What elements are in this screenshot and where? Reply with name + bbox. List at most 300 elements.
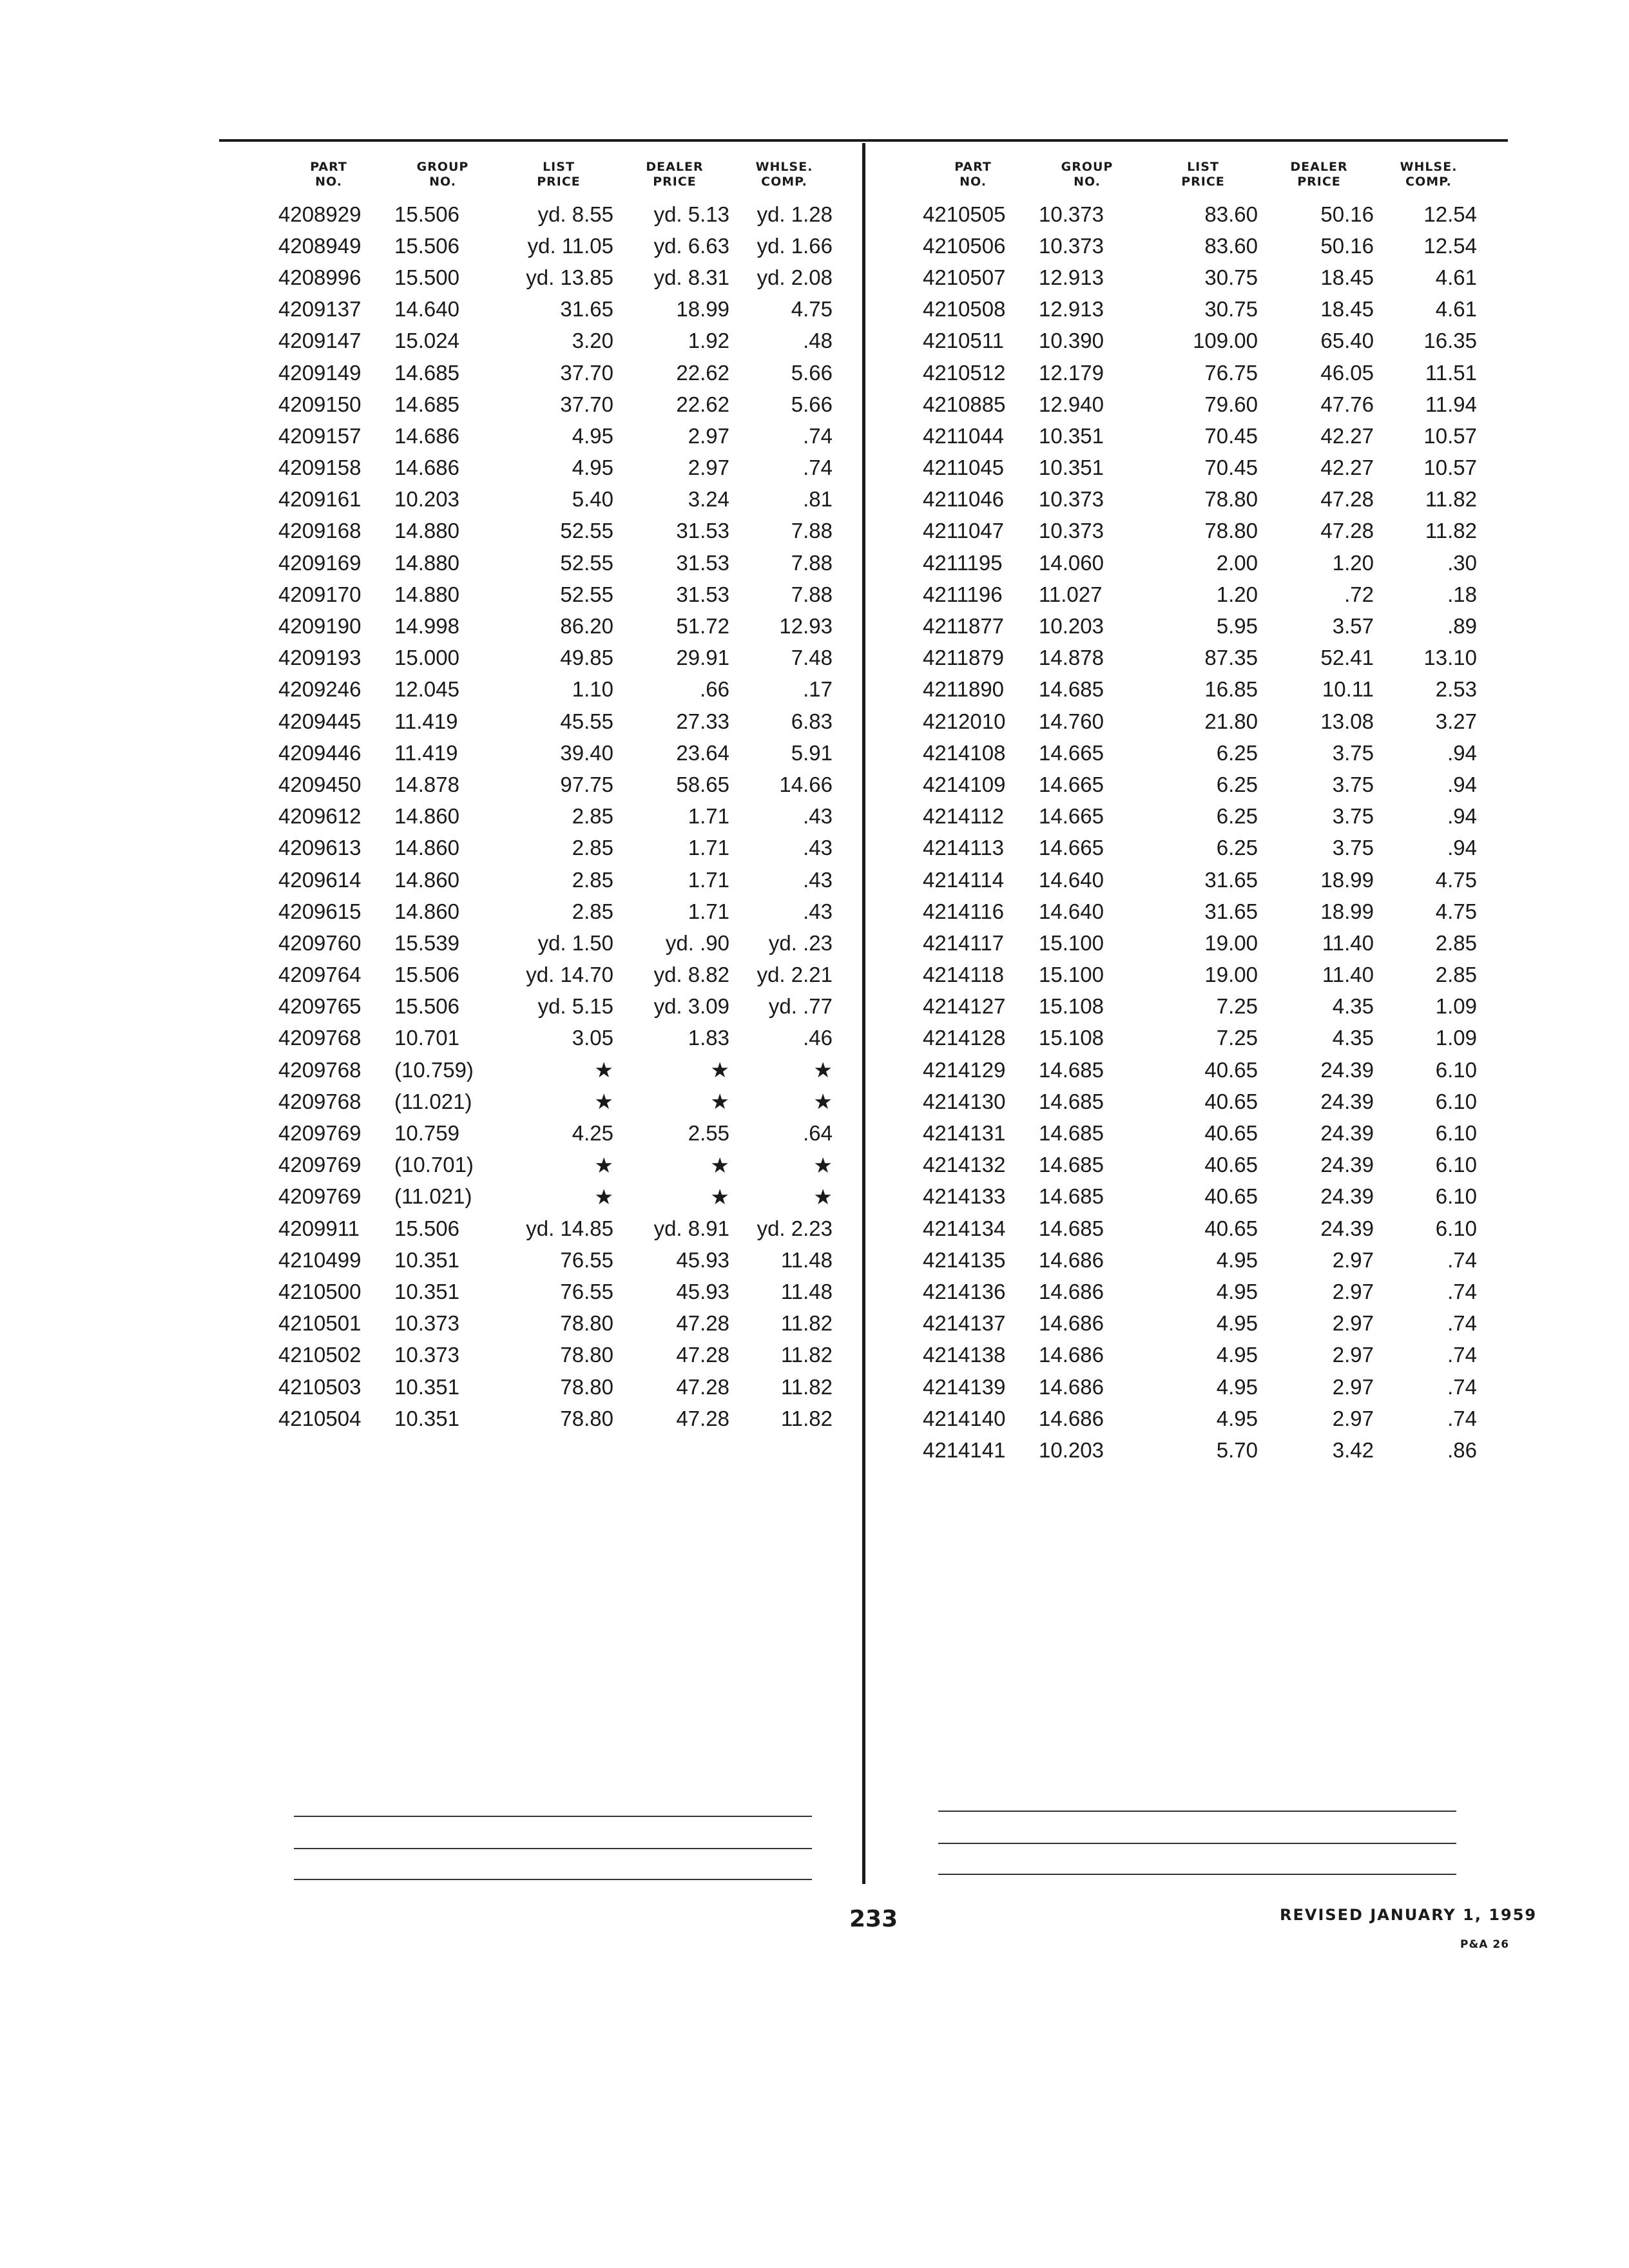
table-row — [920, 389, 1480, 420]
whlse-comp-cell: yd. 1.28 — [757, 202, 833, 226]
part-no-cell: 4209246 — [278, 677, 361, 702]
part-no-cell: 4209769 — [278, 1153, 361, 1177]
dealer-price-cell: ★ — [710, 1153, 729, 1177]
dealer-price-cell: 18.45 — [1320, 265, 1374, 289]
list-price-cell: 2.85 — [572, 804, 613, 829]
part-no-cell: 4211879 — [923, 646, 1005, 670]
group-no-cell: 14.665 — [1039, 836, 1104, 860]
whlse-comp-cell: 3.27 — [1435, 709, 1477, 733]
group-no-cell: 14.860 — [394, 804, 459, 829]
part-no-cell: 4209147 — [278, 329, 361, 353]
table-row — [920, 1403, 1480, 1434]
table-row — [920, 1308, 1480, 1340]
dealer-price-cell: 13.08 — [1320, 709, 1374, 733]
table-row — [276, 1086, 835, 1117]
list-price-cell: 40.65 — [1204, 1184, 1258, 1209]
whlse-comp-cell: 11.82 — [780, 1343, 833, 1367]
group-no-cell: 14.878 — [394, 772, 459, 796]
table-row — [276, 198, 835, 230]
list-price-cell: ★ — [594, 1184, 613, 1209]
list-price-cell: 5.95 — [1216, 614, 1258, 639]
table-row — [276, 991, 835, 1023]
dealer-price-cell: 2.97 — [688, 456, 729, 480]
group-no-cell: 10.390 — [1039, 329, 1104, 353]
table-row — [920, 737, 1480, 769]
whlse-comp-cell: .48 — [803, 329, 833, 353]
group-no-cell: 15.506 — [394, 963, 459, 987]
group-no-cell: 14.685 — [1039, 1216, 1104, 1240]
dealer-price-cell: 47.28 — [676, 1374, 729, 1399]
table-row — [920, 927, 1480, 959]
group-no-header: GROUP NO. — [416, 160, 469, 189]
part-no-cell: 4214140 — [923, 1406, 1006, 1430]
dealer-price-cell: 11.40 — [1322, 930, 1374, 955]
group-no-cell: 14.760 — [1039, 709, 1104, 733]
table-row — [276, 642, 835, 674]
whlse-comp-cell: .74 — [1447, 1374, 1477, 1399]
table-row — [276, 1340, 835, 1371]
part-no-cell: 4209765 — [278, 994, 361, 1019]
whlse-comp-cell: 11.94 — [1425, 392, 1477, 416]
dealer-price-cell: 24.39 — [1320, 1089, 1374, 1113]
list-price-cell: 2.00 — [1216, 550, 1258, 575]
whlse-comp-cell: .74 — [1447, 1247, 1477, 1272]
list-price-cell: 70.45 — [1204, 423, 1258, 448]
part-no-cell: 4214130 — [923, 1089, 1006, 1113]
part-no-header: PART NO. — [310, 160, 347, 189]
dealer-price-cell: 1.20 — [1332, 550, 1374, 575]
dealer-price-cell: 47.28 — [1320, 487, 1374, 512]
part-no-cell: 4211877 — [923, 614, 1005, 639]
part-no-cell: 4210507 — [923, 265, 1006, 289]
whlse-comp-cell: .74 — [803, 423, 833, 448]
part-no-cell: 4214134 — [923, 1216, 1006, 1240]
dealer-price-cell: 3.75 — [1332, 804, 1374, 829]
parts-table-left — [276, 160, 835, 1434]
list-price-cell: 19.00 — [1204, 930, 1258, 955]
whlse-comp-cell: .81 — [803, 487, 833, 512]
group-no-cell: 15.024 — [394, 329, 459, 353]
list-price-cell: yd. 11.05 — [527, 233, 613, 258]
group-no-cell: 10.373 — [1039, 202, 1104, 226]
part-no-cell: 4211044 — [923, 423, 1005, 448]
whlse-comp-cell: .74 — [803, 456, 833, 480]
dealer-price-cell: 10.11 — [1322, 677, 1374, 702]
dealer-price-cell: 3.24 — [688, 487, 729, 512]
list-price-cell: 4.95 — [572, 423, 613, 448]
list-price-cell: 7.25 — [1216, 1026, 1258, 1050]
whlse-comp-cell: .94 — [1447, 836, 1477, 860]
group-no-cell: 15.539 — [394, 930, 459, 955]
part-no-cell: 4210502 — [278, 1343, 361, 1367]
dealer-price-cell: ★ — [710, 1058, 729, 1082]
list-price-cell: 87.35 — [1204, 646, 1258, 670]
whlse-comp-cell: yd. 2.23 — [757, 1216, 833, 1240]
group-no-cell: 10.203 — [1039, 614, 1104, 639]
table-row — [276, 294, 835, 325]
group-no-cell: 15.000 — [394, 646, 459, 670]
dealer-price-cell: 22.62 — [676, 360, 729, 385]
part-no-cell: 4209614 — [278, 867, 361, 892]
list-price-cell: 6.25 — [1216, 804, 1258, 829]
list-price-cell: 70.45 — [1204, 456, 1258, 480]
list-price-cell: 40.65 — [1204, 1089, 1258, 1113]
whlse-comp-cell: .74 — [1447, 1406, 1477, 1430]
group-no-cell: 14.060 — [1039, 550, 1104, 575]
top-rule — [219, 139, 1508, 142]
dealer-price-cell: 24.39 — [1320, 1184, 1374, 1209]
dealer-price-cell: 29.91 — [676, 646, 729, 670]
table-row — [920, 230, 1480, 262]
table-row — [276, 1213, 835, 1244]
group-no-cell: 14.998 — [394, 614, 459, 639]
list-price-cell: 2.85 — [572, 836, 613, 860]
part-no-cell: 4209768 — [278, 1089, 361, 1113]
list-price-cell: 6.25 — [1216, 740, 1258, 765]
whlse-comp-cell: 6.10 — [1435, 1184, 1477, 1209]
table-row — [920, 1340, 1480, 1371]
table-row — [920, 674, 1480, 706]
group-no-cell: 14.665 — [1039, 772, 1104, 796]
table-row — [920, 1244, 1480, 1276]
dealer-price-cell: 1.71 — [688, 804, 729, 829]
note-line-left-3 — [294, 1879, 812, 1880]
group-no-cell: 10.351 — [394, 1247, 459, 1272]
table-row — [276, 1149, 835, 1181]
dealer-price-cell: 1.71 — [688, 836, 729, 860]
list-price-cell: ★ — [594, 1090, 613, 1114]
dealer-price-cell: 3.57 — [1332, 614, 1374, 639]
part-no-cell: 4214133 — [923, 1184, 1006, 1209]
right-rows — [920, 198, 1480, 1466]
list-price-cell: 4.25 — [572, 1121, 613, 1146]
dealer-price-cell: 2.97 — [1332, 1247, 1374, 1272]
part-no-cell: 4214127 — [923, 994, 1006, 1019]
part-no-cell: 4209768 — [278, 1057, 361, 1082]
dealer-price-cell: 31.53 — [676, 519, 729, 543]
whlse-comp-cell: 7.88 — [791, 550, 833, 575]
whlse-comp-cell: .18 — [1447, 582, 1477, 606]
part-no-cell: 4214108 — [923, 740, 1006, 765]
dealer-price-cell: 1.71 — [688, 899, 729, 923]
part-no-cell: 4214141 — [923, 1437, 1006, 1462]
part-no-cell: 4210885 — [923, 392, 1006, 416]
whlse-comp-cell: .43 — [803, 804, 833, 829]
group-no-cell: 14.640 — [394, 297, 459, 322]
list-price-cell: 78.80 — [560, 1311, 613, 1336]
group-no-cell: 14.686 — [1039, 1311, 1104, 1336]
part-no-cell: 4214135 — [923, 1247, 1006, 1272]
part-no-cell: 4209149 — [278, 360, 361, 385]
group-no-cell: 14.686 — [394, 423, 459, 448]
dealer-price-cell: yd. 8.31 — [653, 265, 729, 289]
group-no-cell: 14.878 — [1039, 646, 1104, 670]
column-divider — [862, 143, 865, 1884]
table-row — [276, 1276, 835, 1307]
whlse-comp-header: WHLSE. COMP. — [1400, 160, 1458, 189]
whlse-comp-cell: 11.48 — [780, 1279, 833, 1303]
table-row — [276, 1244, 835, 1276]
whlse-comp-cell: 13.10 — [1423, 646, 1477, 670]
group-no-header: GROUP NO. — [1061, 160, 1113, 189]
dealer-price-cell: 4.35 — [1332, 994, 1374, 1019]
table-row — [920, 579, 1480, 610]
dealer-price-header: DEALER PRICE — [646, 160, 704, 189]
dealer-price-cell: 1.92 — [688, 329, 729, 353]
part-no-cell: 4208996 — [278, 265, 361, 289]
whlse-comp-cell: .94 — [1447, 772, 1477, 796]
group-no-cell: 14.880 — [394, 519, 459, 543]
part-no-cell: 4209760 — [278, 930, 361, 955]
part-no-cell: 4214138 — [923, 1343, 1006, 1367]
table-row — [276, 389, 835, 420]
part-no-cell: 4212010 — [923, 709, 1006, 733]
group-no-cell: 10.701 — [394, 1026, 459, 1050]
table-row — [276, 896, 835, 927]
table-row — [276, 452, 835, 484]
whlse-comp-cell: .74 — [1447, 1279, 1477, 1303]
dealer-price-cell: 31.53 — [676, 582, 729, 606]
part-no-cell: 4209169 — [278, 550, 361, 575]
table-row — [276, 706, 835, 737]
group-no-cell: 15.506 — [394, 202, 459, 226]
whlse-comp-cell: 1.09 — [1435, 1026, 1477, 1050]
table-row — [920, 515, 1480, 547]
whlse-comp-cell: 4.61 — [1435, 265, 1477, 289]
dealer-price-cell: 47.28 — [1320, 519, 1374, 543]
table-row — [920, 801, 1480, 832]
table-row — [276, 1403, 835, 1434]
table-row — [920, 610, 1480, 642]
whlse-comp-cell: 2.85 — [1435, 963, 1477, 987]
whlse-comp-cell: yd. .23 — [768, 930, 833, 955]
dealer-price-cell: 18.99 — [1320, 867, 1374, 892]
note-line-left-2 — [294, 1848, 812, 1849]
part-no-cell: 4209615 — [278, 899, 361, 923]
whlse-comp-cell: 12.54 — [1423, 202, 1477, 226]
dealer-price-cell: 3.75 — [1332, 836, 1374, 860]
list-price-cell: 4.95 — [1216, 1406, 1258, 1430]
part-no-cell: 4210500 — [278, 1279, 361, 1303]
list-price-cell: 30.75 — [1204, 297, 1258, 322]
group-no-cell: (10.701) — [394, 1153, 474, 1177]
part-no-cell: 4214132 — [923, 1153, 1006, 1177]
group-no-cell: 11.419 — [394, 709, 458, 733]
table-row — [276, 1308, 835, 1340]
dealer-price-cell: 50.16 — [1320, 202, 1374, 226]
dealer-price-cell: .66 — [700, 677, 729, 702]
group-no-cell: 15.100 — [1039, 930, 1104, 955]
group-no-cell: (10.759) — [394, 1057, 474, 1082]
whlse-comp-cell: 1.09 — [1435, 994, 1477, 1019]
whlse-comp-cell: ★ — [813, 1184, 833, 1209]
table-row — [920, 357, 1480, 389]
group-no-cell: 15.500 — [394, 265, 459, 289]
dealer-price-cell: 18.99 — [676, 297, 729, 322]
group-no-cell: 10.373 — [1039, 487, 1104, 512]
table-row — [276, 230, 835, 262]
table-row — [276, 1023, 835, 1054]
group-no-cell: 10.351 — [1039, 423, 1104, 448]
table-row — [276, 420, 835, 452]
table-row — [276, 864, 835, 896]
table-row — [276, 547, 835, 579]
list-price-cell: 31.65 — [1204, 899, 1258, 923]
table-row — [920, 1181, 1480, 1213]
group-no-cell: (11.021) — [394, 1184, 472, 1209]
note-line-right-2 — [938, 1843, 1456, 1844]
list-price-cell: 37.70 — [560, 360, 613, 385]
group-no-cell: 12.940 — [1039, 392, 1104, 416]
list-price-cell: 97.75 — [560, 772, 613, 796]
dealer-price-cell: 2.97 — [1332, 1343, 1374, 1367]
whlse-comp-cell: .17 — [803, 677, 833, 702]
whlse-comp-cell: 11.82 — [1425, 519, 1477, 543]
list-price-cell: yd. 5.15 — [537, 994, 613, 1019]
list-price-cell: 49.85 — [560, 646, 613, 670]
whlse-comp-cell: .43 — [803, 867, 833, 892]
list-price-cell: 31.65 — [560, 297, 613, 322]
group-no-cell: 15.108 — [1039, 1026, 1104, 1050]
table-row — [920, 325, 1480, 357]
dealer-price-cell: 31.53 — [676, 550, 729, 575]
whlse-comp-cell: 4.75 — [1435, 899, 1477, 923]
whlse-comp-cell: .94 — [1447, 740, 1477, 765]
whlse-comp-cell: 14.66 — [779, 772, 833, 796]
group-no-cell: 14.685 — [1039, 1057, 1104, 1082]
whlse-comp-cell: 10.57 — [1423, 456, 1477, 480]
part-no-cell: 4214139 — [923, 1374, 1006, 1399]
table-row — [920, 452, 1480, 484]
dealer-price-cell: yd. 5.13 — [653, 202, 729, 226]
list-price-cell: 2.85 — [572, 899, 613, 923]
whlse-comp-cell: 11.51 — [1425, 360, 1477, 385]
table-row — [920, 1023, 1480, 1054]
left-rows — [276, 198, 835, 1434]
part-no-cell: 4209190 — [278, 614, 361, 639]
list-price-cell: 76.55 — [560, 1279, 613, 1303]
group-no-cell: 10.203 — [394, 487, 459, 512]
whlse-comp-cell: 6.10 — [1435, 1153, 1477, 1177]
whlse-comp-cell: 2.85 — [1435, 930, 1477, 955]
table-row — [276, 1181, 835, 1213]
part-no-cell: 4211890 — [923, 677, 1005, 702]
part-no-cell: 4211046 — [923, 487, 1005, 512]
whlse-comp-cell: 6.10 — [1435, 1121, 1477, 1146]
list-price-cell: 40.65 — [1204, 1057, 1258, 1082]
part-no-cell: 4210512 — [923, 360, 1006, 385]
whlse-comp-cell: 12.54 — [1423, 233, 1477, 258]
whlse-comp-cell: .86 — [1447, 1437, 1477, 1462]
dealer-price-cell: 2.97 — [1332, 1311, 1374, 1336]
part-no-cell: 4209764 — [278, 963, 361, 987]
dealer-price-cell: 47.28 — [676, 1311, 729, 1336]
whlse-comp-cell: yd. 1.66 — [757, 233, 833, 258]
list-price-cell: 86.20 — [560, 614, 613, 639]
table-row — [276, 927, 835, 959]
dealer-price-cell: 45.93 — [676, 1279, 729, 1303]
list-price-cell: 5.40 — [572, 487, 613, 512]
group-no-cell: 10.351 — [394, 1406, 459, 1430]
part-no-cell: 4209157 — [278, 423, 361, 448]
dealer-price-cell: yd. 8.82 — [653, 963, 729, 987]
whlse-comp-cell: .74 — [1447, 1343, 1477, 1367]
list-price-cell: ★ — [594, 1058, 613, 1082]
dealer-price-cell: 24.39 — [1320, 1216, 1374, 1240]
part-no-cell: 4209150 — [278, 392, 361, 416]
note-line-left-1 — [294, 1816, 812, 1817]
group-no-cell: 14.685 — [1039, 1153, 1104, 1177]
whlse-comp-cell: 12.93 — [779, 614, 833, 639]
group-no-cell: 14.685 — [394, 392, 459, 416]
list-price-cell: 4.95 — [1216, 1247, 1258, 1272]
part-no-cell: 4210511 — [923, 329, 1005, 353]
list-price-cell: 52.55 — [560, 582, 613, 606]
dealer-price-cell: .72 — [1344, 582, 1374, 606]
dealer-price-cell: 42.27 — [1320, 423, 1374, 448]
table-row — [276, 515, 835, 547]
whlse-comp-cell: .43 — [803, 899, 833, 923]
table-row — [276, 959, 835, 991]
group-no-cell: 14.685 — [1039, 677, 1104, 702]
group-no-cell: 10.373 — [394, 1311, 459, 1336]
whlse-comp-cell: ★ — [813, 1058, 833, 1082]
dealer-price-cell: 18.45 — [1320, 297, 1374, 322]
table-row — [276, 737, 835, 769]
list-price-cell: 4.95 — [572, 456, 613, 480]
whlse-comp-cell: 4.75 — [1435, 867, 1477, 892]
group-no-cell: 14.665 — [1039, 740, 1104, 765]
part-no-cell: 4211045 — [923, 456, 1005, 480]
table-row — [920, 1117, 1480, 1149]
dealer-price-cell: 47.76 — [1320, 392, 1374, 416]
note-line-right-1 — [938, 1811, 1456, 1812]
dealer-price-cell: 24.39 — [1320, 1121, 1374, 1146]
table-row — [920, 294, 1480, 325]
part-no-cell: 4214113 — [923, 836, 1005, 860]
list-price-cell: 79.60 — [1204, 392, 1258, 416]
header-row — [920, 160, 1480, 198]
part-no-cell: 4209193 — [278, 646, 361, 670]
list-price-cell: 78.80 — [560, 1343, 613, 1367]
part-no-cell: 4209769 — [278, 1121, 361, 1146]
list-price-cell: yd. 14.70 — [526, 963, 613, 987]
whlse-comp-cell: yd. 2.08 — [757, 265, 833, 289]
table-row — [276, 484, 835, 515]
table-row — [920, 991, 1480, 1023]
list-price-cell: 4.95 — [1216, 1311, 1258, 1336]
part-no-cell: 4210499 — [278, 1247, 361, 1272]
table-row — [276, 325, 835, 357]
list-price-cell: 78.80 — [1204, 487, 1258, 512]
group-no-cell: 10.351 — [394, 1279, 459, 1303]
group-no-cell: 14.880 — [394, 550, 459, 575]
whlse-comp-header: WHLSE. COMP. — [755, 160, 813, 189]
dealer-price-cell: 23.64 — [676, 740, 729, 765]
part-no-cell: 4209137 — [278, 297, 361, 322]
list-price-cell: 78.80 — [560, 1374, 613, 1399]
group-no-cell: 14.640 — [1039, 867, 1104, 892]
dealer-price-cell: 22.62 — [676, 392, 729, 416]
part-no-cell: 4209445 — [278, 709, 361, 733]
whlse-comp-cell: yd. 2.21 — [757, 963, 833, 987]
whlse-comp-cell: 5.66 — [791, 360, 833, 385]
list-price-cell: 4.95 — [1216, 1343, 1258, 1367]
whlse-comp-cell: 7.88 — [791, 582, 833, 606]
table-row — [920, 896, 1480, 927]
dealer-price-cell: 27.33 — [676, 709, 729, 733]
dealer-price-cell: 18.99 — [1320, 899, 1374, 923]
